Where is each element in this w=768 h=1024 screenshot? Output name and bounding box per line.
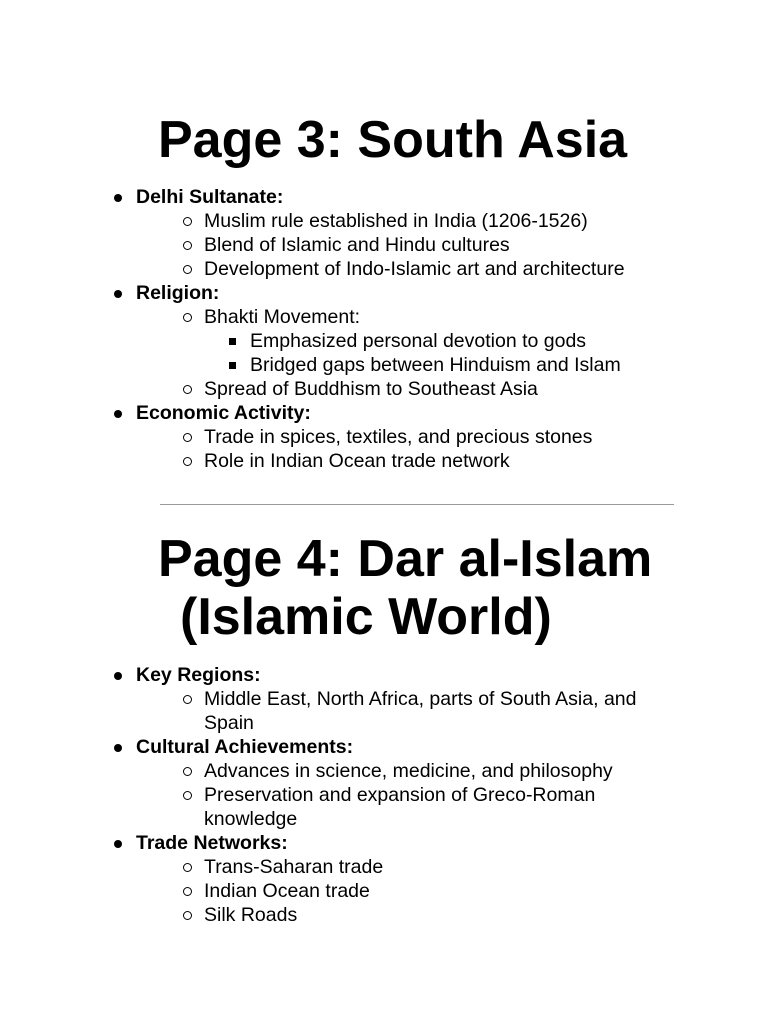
sub-list-item: [136, 257, 672, 281]
list-item-trade-networks: [112, 831, 672, 927]
filled-square-bullet-icon: [229, 362, 236, 369]
sub-sub-list-item: [136, 353, 672, 377]
list-item-economic-activity: [112, 401, 672, 473]
hollow-circle-bullet-icon: [183, 887, 192, 896]
sub-list-item-text: Advances in science, medicine, and philosophy: [204, 760, 613, 782]
hollow-circle-bullet-icon: [183, 313, 192, 322]
sub-list-item: [136, 903, 672, 927]
page-4-title-line2: (Islamic World): [180, 588, 552, 646]
sub-list-item: [136, 233, 672, 257]
list-item-label: Key Regions:: [136, 664, 261, 686]
sub-list-item: [136, 687, 672, 735]
sub-list-item-text: Silk Roads: [204, 904, 298, 926]
sub-list-item-text: Role in Indian Ocean trade network: [204, 450, 510, 472]
filled-square-bullet-icon: [229, 338, 236, 345]
sub-sub-list-item-text: Emphasized personal devotion to gods: [250, 330, 587, 352]
south-asia-list: [112, 185, 672, 473]
sub-sub-list-item-text: Bridged gaps between Hinduism and Islam: [250, 354, 621, 376]
sub-list-item: [136, 783, 672, 831]
list-item-key-regions: [112, 663, 672, 735]
list-item-cultural-achievements: [112, 735, 672, 831]
sub-list-item-text: Preservation and expansion of Greco-Roman knowledge: [204, 784, 596, 830]
filled-circle-bullet-icon: [114, 410, 122, 418]
hollow-circle-bullet-icon: [183, 217, 192, 226]
hollow-circle-bullet-icon: [183, 265, 192, 274]
filled-circle-bullet-icon: [114, 840, 122, 848]
dar-al-islam-list: [112, 663, 672, 927]
page-3-title: Page 3: South Asia: [158, 111, 628, 169]
sub-list-item-text: Development of Indo-Islamic art and architecture: [204, 258, 625, 280]
hollow-circle-bullet-icon: [183, 695, 192, 704]
sub-list-item-text: Middle East, North Africa, parts of South Asia, and Spain: [204, 688, 637, 734]
list-item-label: Religion:: [136, 282, 220, 304]
hollow-circle-bullet-icon: [183, 457, 192, 466]
sub-list-item-text: Trade in spices, textiles, and precious stones: [204, 426, 593, 448]
hollow-circle-bullet-icon: [183, 791, 192, 800]
page-4-title: [158, 530, 678, 646]
filled-circle-bullet-icon: [114, 290, 122, 298]
hollow-circle-bullet-icon: [183, 911, 192, 920]
sub-list-item-text: Trans-Saharan trade: [204, 856, 384, 878]
sub-list-item-text: Blend of Islamic and Hindu cultures: [204, 234, 510, 256]
sub-list-item-text: Bhakti Movement:: [204, 306, 361, 328]
list-item-label: Cultural Achievements:: [136, 736, 354, 758]
list-item-label: Delhi Sultanate:: [136, 186, 284, 208]
page-4-title-line1: Page 4: Dar al-Islam: [158, 530, 653, 588]
filled-circle-bullet-icon: [114, 744, 122, 752]
sub-list-item-text: Indian Ocean trade: [204, 880, 370, 902]
filled-circle-bullet-icon: [114, 194, 122, 202]
sub-list-item-text: Spread of Buddhism to Southeast Asia: [204, 378, 538, 400]
sub-list-item-text: Muslim rule established in India (1206-1526): [204, 210, 588, 232]
sub-list-item: [136, 879, 672, 903]
sub-list-item: [136, 305, 672, 329]
sub-sub-list-item: [136, 329, 672, 353]
sub-list-item: [136, 377, 672, 401]
filled-circle-bullet-icon: [114, 672, 122, 680]
list-item-delhi-sultanate: [112, 185, 672, 281]
list-item-label: Trade Networks:: [136, 832, 288, 854]
list-item-religion: [112, 281, 672, 401]
sub-list-item: [136, 209, 672, 233]
hollow-circle-bullet-icon: [183, 385, 192, 394]
sub-list-item: [136, 759, 672, 783]
hollow-circle-bullet-icon: [183, 433, 192, 442]
hollow-circle-bullet-icon: [183, 863, 192, 872]
sub-list-item: [136, 425, 672, 449]
section-divider: [160, 504, 674, 505]
hollow-circle-bullet-icon: [183, 767, 192, 776]
hollow-circle-bullet-icon: [183, 241, 192, 250]
list-item-label: Economic Activity:: [136, 402, 311, 424]
sub-list-item: [136, 855, 672, 879]
sub-list-item: [136, 449, 672, 473]
